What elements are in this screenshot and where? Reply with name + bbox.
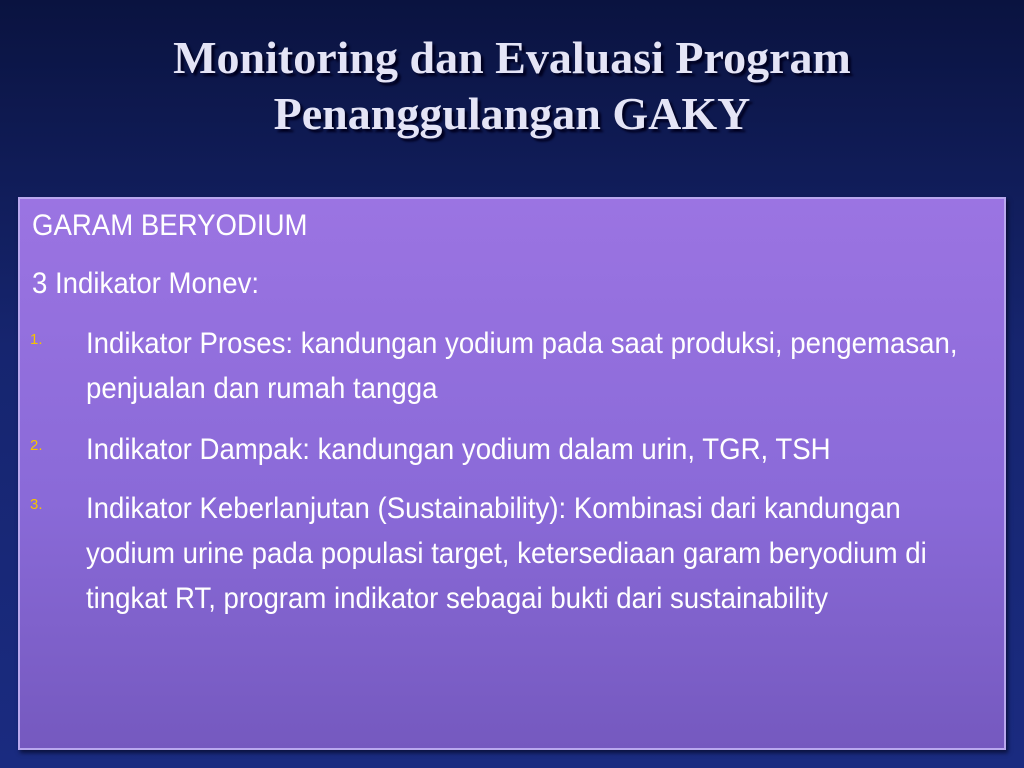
slide-title-line-2: Penanggulangan GAKY (273, 88, 751, 139)
list-item-number: 2. (30, 437, 43, 454)
list-item-text: Indikator Proses: kandungan yodium pada saat produksi, pengemasan, penjualan dan rumah tangga (86, 327, 958, 405)
content-subheading: 3 Indikator Monev: (32, 267, 260, 300)
content-heading: GARAM BERYODIUM (32, 209, 308, 242)
content-box (18, 197, 1006, 750)
list-item-text: Indikator Keberlanjutan (Sustainability): Kombinasi dari kandungan yodium urine pada populasi target, ketersediaan garam beryodium di tingkat RT, program indikator sebagai bukti dari sustainability (86, 492, 927, 615)
list-item-text: Indikator Dampak: kandungan yodium dalam urin, TGR, TSH (86, 433, 831, 466)
list-item-number: 1. (30, 331, 43, 348)
slide-title (40, 30, 984, 142)
list-item-number: 3. (30, 496, 43, 513)
slide-title-line-1: Monitoring dan Evaluasi Program (173, 32, 851, 83)
